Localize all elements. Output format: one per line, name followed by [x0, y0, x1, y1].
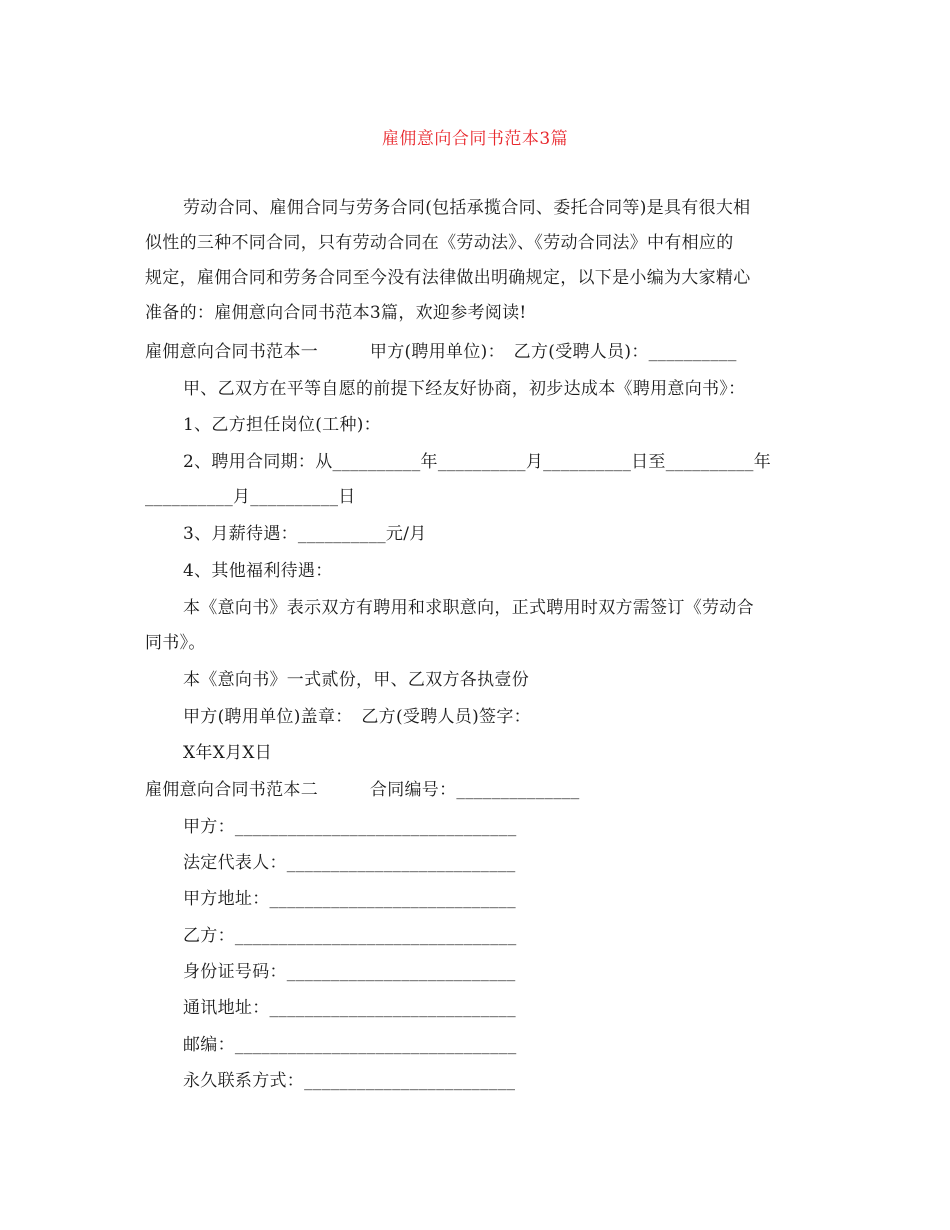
sample1-signatures: 甲方(聘用单位)盖章： 乙方(受聘人员)签字： — [183, 707, 531, 727]
sample1-agreement: 甲、乙双方在平等自愿的前提下经友好协商，初步达成本《聘用意向书》： — [183, 379, 746, 399]
intro-line-2: 似性的三种不同合同，只有劳动合同在《劳动法》、《劳动合同法》中有相应的 — [145, 233, 734, 253]
sample2-field-legal-representative: 法定代表人：__________________________ — [183, 853, 516, 873]
sample2-field-permanent-contact: 永久联系方式：________________________ — [183, 1071, 516, 1091]
sample1-item-3: 3、月薪待遇：__________元/月 — [183, 524, 427, 544]
sample2-field-mailing-address: 通讯地址：____________________________ — [183, 998, 516, 1018]
sample1-item-2: 2、聘用合同期：从__________年__________月__________日至__________年 — [183, 452, 772, 472]
sample2-field-id-number: 身份证号码：__________________________ — [183, 962, 516, 982]
sample1-copies: 本《意向书》一式贰份，甲、乙双方各执壹份 — [183, 670, 529, 690]
sample2-field-postcode: 邮编：________________________________ — [183, 1035, 517, 1055]
sample1-note-line-1: 本《意向书》表示双方有聘用和求职意向，正式聘用时双方需签订《劳动合 — [183, 598, 754, 618]
sample1-item-1: 1、乙方担任岗位(工种)： — [183, 415, 381, 435]
sample2-field-party-a-address: 甲方地址：____________________________ — [183, 889, 516, 909]
intro-line-1: 劳动合同、雇佣合同与劳务合同(包括承揽合同、委托合同等)是具有很大相 — [183, 198, 751, 218]
sample1-heading: 雇佣意向合同书范本一 甲方(聘用单位)： 乙方(受聘人员)：__________ — [145, 342, 737, 362]
sample1-item-4: 4、其他福利待遇： — [183, 561, 333, 581]
sample2-field-party-a: 甲方：________________________________ — [183, 817, 517, 837]
sample1-note-line-2: 同书》。 — [145, 633, 206, 653]
sample1-date: X年X月X日 — [183, 743, 273, 763]
sample1-item-2-continued: __________月__________日 — [145, 487, 356, 507]
intro-line-4: 准备的：雇佣意向合同书范本3篇，欢迎参考阅读! — [145, 303, 527, 323]
sample2-field-party-b: 乙方：________________________________ — [183, 926, 517, 946]
document-title: 雇佣意向合同书范本3篇 — [381, 129, 569, 149]
intro-line-3: 规定，雇佣合同和劳务合同至今没有法律做出明确规定，以下是小编为大家精心 — [145, 268, 751, 288]
sample2-heading: 雇佣意向合同书范本二 合同编号：______________ — [145, 780, 580, 800]
